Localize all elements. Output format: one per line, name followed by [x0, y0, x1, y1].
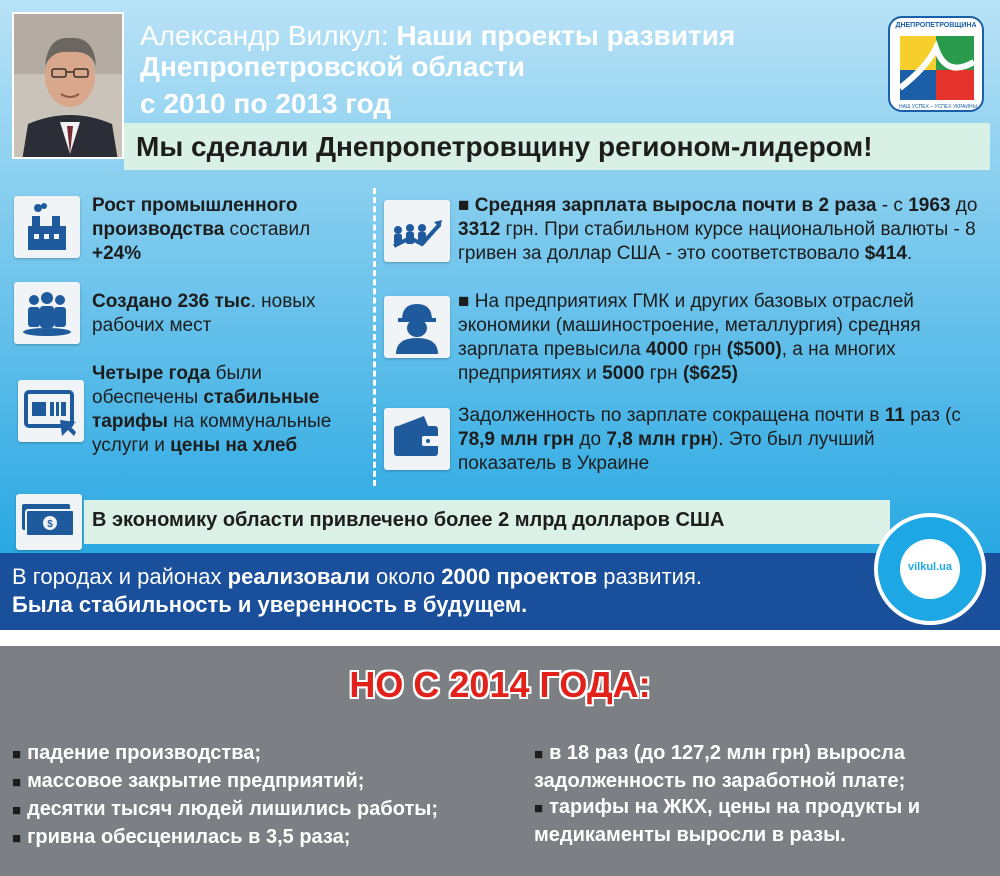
industry-salary-text: ■ На предприятиях ГМК и других базовых отраслей экономики (машиностроение, металлургия) средняя зарплата превысила 4000 грн ($500), а на многих предприятиях и 5000 грн ($625) [458, 291, 921, 384]
tariffs-text: Четыре года были обеспечены стабильные тарифы на коммунальные услуги и цены на хлеб [92, 363, 332, 456]
money-icon [16, 494, 82, 550]
salary-growth-text: ■ Средняя зарплата выросла почти в 2 раза - с 1963 до 3312 грн. При стабильном курсе национальной валюты - 8 гривен за доллар США - это соответствовало $414. [458, 195, 978, 264]
projects-text [12, 563, 702, 619]
worker-icon [384, 296, 450, 358]
tariff-icon [18, 380, 84, 442]
factory-icon [14, 196, 80, 258]
svg-text:НАШ УСПЕХ – УСПЕХ УКРАИНЫ: НАШ УСПЕХ – УСПЕХ УКРАИНЫ [898, 104, 978, 110]
title-author: Александр Вилкул: [140, 20, 389, 51]
bullet-square-icon: ■ [12, 802, 22, 819]
badge-center [900, 539, 960, 599]
portrait-photo [12, 12, 124, 159]
list-item: ■ массовое закрытие предприятий; [12, 770, 365, 792]
list-item: ■ в 18 раз (до 127,2 млн грн) выросла задолженность по заработной плате; [534, 742, 906, 792]
bullet-square-icon: ■ [12, 830, 22, 847]
website-badge[interactable] [874, 513, 986, 625]
separator [0, 630, 1000, 646]
wallet-icon [384, 408, 450, 470]
projects-line-2: Была стабильность и уверенность в будущем. [12, 592, 528, 617]
people-icon [14, 282, 80, 344]
region-logo [888, 16, 984, 112]
website-link[interactable]: vilkul.ua [907, 561, 953, 573]
list-item: ■ гривна обесценилась в 3,5 раза; [12, 826, 351, 848]
investment-text: В экономику области привлечено более 2 млрд долларов США [92, 509, 725, 531]
right-bullet-list [534, 740, 994, 848]
logo-caption: ДНЕПРОПЕТРОВЩИНА [895, 22, 977, 29]
bullet-square-icon: ■ [534, 800, 544, 817]
list-item: ■ тарифы на ЖКХ, цены на продукты и медикаменты выросли в разы. [534, 796, 921, 846]
growth-chart-icon [384, 200, 450, 262]
column-divider [373, 188, 376, 486]
bullet-square-icon: ■ [12, 774, 22, 791]
svg-text:$: $ [47, 519, 53, 530]
list-item: ■ десятки тысяч людей лишились работы; [12, 798, 438, 820]
bullet-square-icon: ■ [12, 746, 22, 763]
left-bullet-list [12, 740, 522, 852]
new-jobs-text: Создано 236 тыс. новых рабочих мест [92, 291, 316, 336]
since-2014-heading: НО С 2014 ГОДА: [349, 664, 651, 705]
slogan-heading: Мы сделали Днепропетровщину регионом-лидером! [136, 131, 873, 162]
salary-debt-text: Задолженность по зарплате сокращена почти в 11 раз (с 78,9 млн грн до 7,8 млн грн). Это был лучший показатель в Украине [458, 405, 961, 474]
list-item: ■ падение производства; [12, 742, 262, 764]
title-main: Наши проекты развития Днепропетровской области [140, 20, 736, 82]
projects-line-1: В городах и районах реализовали около 2000 проектов развития. [12, 564, 702, 589]
years-subtitle: с 2010 по 2013 год [140, 88, 392, 119]
industry-growth-text: Рост промышленного производства составил +24% [92, 195, 311, 264]
bullet-square-icon: ■ [534, 746, 544, 763]
page-title [140, 20, 860, 82]
